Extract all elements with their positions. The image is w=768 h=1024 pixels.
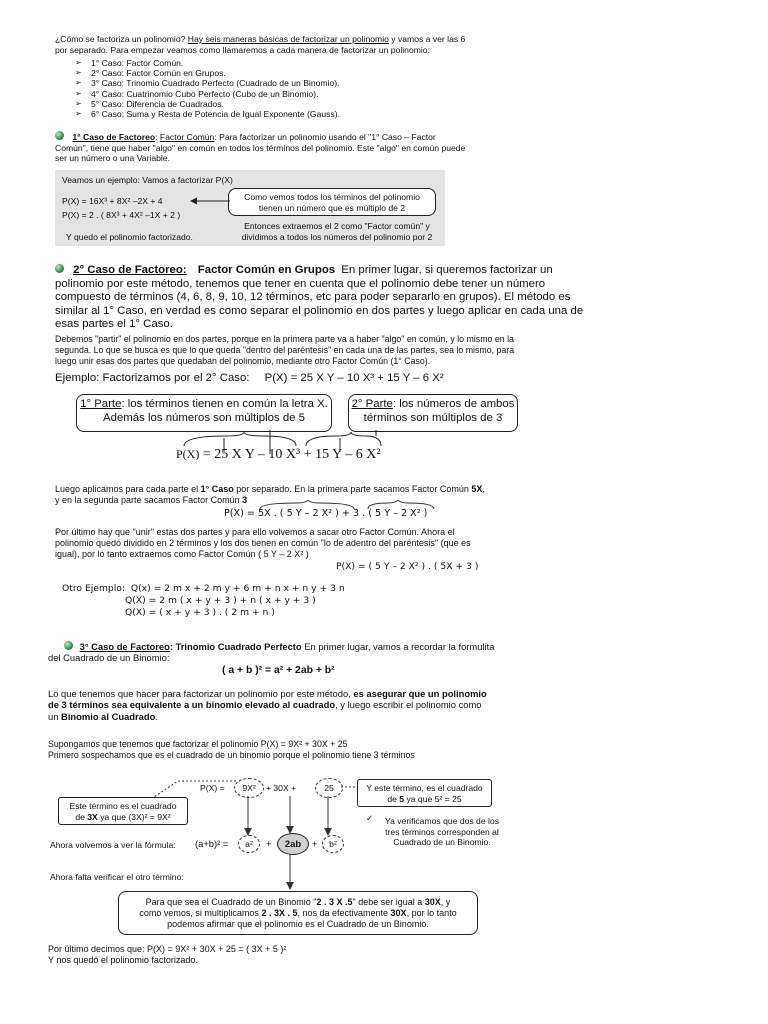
other-eq-3: Q(X) = ( x + y + 3 ) . ( 2 m + n ) — [125, 607, 275, 618]
left-callout-bold: 3X — [87, 811, 98, 822]
part-1-label: 1° Parte — [80, 398, 122, 410]
other-example-label: Otro Ejemplo: — [62, 583, 126, 594]
bottom-a-bold: 2 . 3 X .5 — [316, 897, 353, 907]
example-eq-1: P(X) = 16X³ + 8X² –2X + 4 — [62, 196, 163, 206]
case-item: ➢ 2° Caso: Factor Común en Grupos. — [75, 68, 575, 78]
s1-text-b: Común", tiene que haber "algo" en común en todos los términos del polinomio. Este "algo" en común puede — [55, 142, 466, 153]
s1-text-c: ser un número o una Variable. — [55, 153, 170, 164]
s2-p1-e: esas partes el 1° Caso. — [55, 318, 173, 331]
s2-p3-a1: Luego aplicamos para cada parte el — [55, 484, 199, 494]
left-callout-line-1: Este término es el cuadrado — [69, 801, 177, 811]
s2-p4-a: Por último hay que "unir" estas dos partes y para ello volvemos a sacar otro Factor Común. Ahora el — [55, 527, 455, 537]
s3-p3-a: Supongamos que tenemos que factorizar el polinomio P(X) = 9X² + 30X + 25 — [48, 739, 348, 749]
intro-text: ¿Cómo se factoriza un polinomio? — [55, 34, 186, 44]
example-title: Veamos un ejemplo: Vamos a factorizar P(X) — [62, 175, 233, 185]
part-2-label: 2° Parte — [351, 398, 393, 410]
binomial-formula: ( a + b )² = a² + 2ab + b² — [222, 665, 335, 676]
case-item: ➢ 6° Caso: Suma y Resta de Potencia de Igual Exponente (Gauss). — [75, 109, 575, 119]
s3-p2-bold: es asegurar que un polinomio — [353, 688, 487, 699]
s1-text: : Para factorizar un polinomio usando el "1° Caso – Factor — [214, 132, 436, 142]
s3-p1-a: En primer lugar, vamos a recordar la formulita — [304, 641, 495, 652]
s2-p3-a2: por separado. En la primera parte sacamos Factor Común — [236, 484, 469, 494]
s2-equation-2: P(X) = 5X . ( 5 Y – 2 X² ) + 3 . ( 5 Y – 2 X² ) — [224, 508, 428, 519]
section-1-heading: 1° Caso de Factoreo — [72, 132, 156, 142]
s3-p1-b: del Cuadrado de un Binomio: — [48, 652, 170, 664]
left-term-callout — [58, 797, 188, 825]
s2-p4-b: polinomio quedó dividido en 2 términos y los dos tienen en común "lo de adentro del paréntesis" (que es — [55, 538, 471, 548]
bottom-b-bold2: 30X — [390, 908, 407, 918]
term-9x2: 9X² — [234, 778, 264, 798]
s3-p2-a1: Lo que tenemos que hacer para factorizar un polinomio por este método, — [48, 688, 351, 699]
section-2-paragraph-3: Luego aplicamos para cada parte el 1° Caso por separado. En la primera parte sacamos Factor Común 5X, y en la segunda parte sacamos Factor Común 3 — [55, 484, 485, 505]
bottom-a1: Para que sea el Cuadrado de un Binomio " — [145, 897, 317, 907]
s2-equation-3: P(X) = ( 5 Y – 2 X² ) . ( 5X + 3 ) — [336, 561, 479, 572]
after-line-2: dividimos a todos los números del polinomio por 2 — [241, 231, 433, 242]
part-2-text: : los números de ambos — [392, 398, 515, 410]
part-1-text: : los términos tienen en común la letra X. — [121, 398, 328, 410]
s2-p3-b-bold: 3 — [242, 495, 248, 505]
s2-p3-bold2: 5X — [471, 484, 483, 494]
final-statement — [48, 944, 728, 966]
diagram-px: P(X) = — [200, 783, 225, 793]
s2-example-eq: P(X) = 25 X Y – 10 X³ + 15 Y – 6 X² — [264, 372, 444, 384]
bottom-b-bold: 2 . 3X . 5 — [261, 908, 298, 918]
right-callout-bold: 5 — [399, 793, 405, 804]
part-1-text-b: Además los números son múltiplos de 5 — [103, 411, 305, 424]
s3-p2-b-bold: de 3 términos sea equivalente a un binomio elevado al cuadrado — [48, 699, 336, 711]
missing-term-label: Ahora falta verificar el otro término: — [50, 872, 184, 882]
verify-line-3: Cuadrado de un Binomio. — [393, 837, 491, 848]
s2-p1-c: compuesto de términos (4, 6, 8, 9, 10, 12 términos, etc para poder separarlo en grupos). El método es — [55, 291, 571, 304]
verify-note — [372, 816, 512, 848]
example-eq-2: P(X) = 2 . ( 8X³ + 4X² –1X + 2 ) — [62, 210, 181, 220]
section-2-heading: 2° Caso de Factoreo: — [73, 264, 187, 276]
case-item: ➢ 4° Caso: Cuatrinomio Cubo Perfecto (Cubo de un Binomio). — [75, 89, 575, 99]
section-3-title: : Trinomio Cuadrado Perfecto — [169, 641, 302, 652]
part-2-text-b: términos son múltiplos de 3 — [363, 411, 503, 424]
big-eq-right: = 25 X Y – 10 X³ + 15 Y – 6 X² — [202, 447, 381, 462]
s3-p2-c2: . — [155, 710, 158, 722]
diagram-middle: + 30X + — [266, 783, 297, 793]
final-a: Por último decimos que: P(X) = 9X² + 30X + 25 = ( 3X + 5 )² — [48, 944, 287, 954]
after-line-1: Entonces extraemos el 2 como "Factor común" y — [244, 221, 430, 231]
other-eq-2: Q(X) = 2 m ( x + y + 3 ) + n ( x + y + 3 ) — [125, 595, 316, 606]
intro-link[interactable]: Hay seis maneras básicas de factorizar un polinomio — [187, 34, 389, 44]
right-callout-line-1: Y este término, es el cuadrado — [366, 783, 483, 793]
s2-p3-b1: y en la segunda parte sacamos Factor Común — [55, 495, 240, 505]
formula-lhs: (a+b)² = — [195, 838, 229, 849]
bottom-c: podemos afirmar que el polinomio es el Cuadrado de un Binomio. — [167, 919, 429, 929]
callout-line-2: tienen un número que es múltiplo de 2 — [258, 202, 406, 213]
bottom-a-bold2: 30X — [424, 897, 441, 907]
bottom-b1: como vemos, si multiplicamos — [139, 908, 259, 918]
section-3-heading: 3° Caso de Factoreo — [79, 641, 170, 652]
bottom-b3: , por lo tanto — [406, 908, 457, 918]
check-icon: ✓ — [366, 813, 374, 823]
left-callout-rest: ya que (3X)² = 9X² — [100, 811, 171, 822]
verify-line-1: Ya verificamos que dos de los — [384, 816, 499, 826]
term-b2: b² — [322, 835, 344, 853]
s2-p1-b: polinomio por este método, tenemos que tener en cuenta que el polinomio debe tener un número — [55, 277, 546, 290]
term-a2: a² — [238, 835, 260, 853]
case-item: ➢ 5° Caso: Diferencia de Cuadrados. — [75, 99, 575, 109]
right-term-callout — [357, 779, 492, 807]
bottom-b2: , nos da efectivamente — [297, 908, 389, 918]
right-callout-rest: ya que 5² = 25 — [406, 793, 462, 804]
s2-p1-a: En primer lugar, si queremos factorizar un — [341, 264, 553, 276]
s3-p2-b2: , y luego escribir el polinomio como — [335, 699, 482, 711]
case-item: ➢ 3° Caso: Trinomio Cuadrado Perfecto (Cuadrado de un Binomio). — [75, 78, 575, 88]
other-eq-1: Q(x) = 2 m x + 2 m y + 6 m + n x + n y + 3 n — [130, 583, 345, 594]
intro-text-end: y vamos a ver las 6 — [391, 34, 466, 44]
case-item: ➢ 1° Caso: Factor Común. — [75, 58, 575, 68]
verify-line-2: tres términos corresponden al — [385, 826, 499, 837]
bottom-a2: " debe ser igual a — [352, 897, 423, 907]
s2-p4-c: igual), por lo tanto extraemos como Factor Común ( 5 Y – 2 X² ) — [55, 549, 309, 559]
conclusion-callout — [118, 891, 478, 935]
plus-sign-2: + — [312, 838, 318, 849]
sep: : — [155, 132, 158, 142]
section-1-subheading: Factor Común — [159, 132, 215, 142]
term-25: 25 — [315, 778, 343, 798]
s2-p3-bold: 1° Caso — [200, 484, 234, 494]
s2-p2-a: Debemos "partir" el polinomio en dos partes, porque en la primera parte va a haber "algo" en común, y lo mismo en la — [55, 334, 514, 344]
final-b: Y nos quedó el polinomio factorizado. — [48, 955, 198, 965]
s3-p2-c1: un — [48, 710, 59, 722]
intro-line-2: por separado. Para empezar veamos como llamaremos a cada manera de factorizar un polinomio: — [55, 44, 430, 55]
right-callout-de: de — [387, 793, 397, 804]
bottom-a3: , y — [440, 897, 451, 907]
s3-p2-c-bold: Binomio al Cuadrado — [61, 710, 156, 722]
s2-p2-b: segunda. Lo que se busca es que lo que queda "dentro del paréntesis" en cada una de las partes, sea lo mismo, para — [55, 345, 515, 355]
big-eq-left: P(X) — [176, 447, 200, 461]
s2-p1-d: similar al 1° Caso, en verdad es como separar el polinomio en dos partes y luego aplicar en cada una de — [55, 304, 584, 317]
left-callout-de: de — [75, 811, 85, 822]
formula-again: Ahora volvemos a ver la fórmula: — [50, 840, 176, 850]
s2-example-label: Ejemplo: Factorizamos por el 2° Caso: — [55, 372, 250, 384]
example-done: Y quedo el polinomio factorizado. — [66, 232, 193, 242]
callout-line-1: Como vemos todos los términos del polinomio — [244, 192, 420, 202]
section-2-title: Factor Común en Grupos — [197, 264, 336, 276]
term-2ab: 2ab — [277, 833, 309, 855]
s2-p2-c: luego unir esas dos partes que quedaban del polinomio, mediante otro Factor Común (1° Caso). — [55, 356, 431, 366]
s3-p3-b: Primero sospechamos que es el cuadrado de un binomio porque el polinomio tiene 3 términos — [48, 749, 415, 760]
plus-sign: + — [266, 838, 272, 849]
